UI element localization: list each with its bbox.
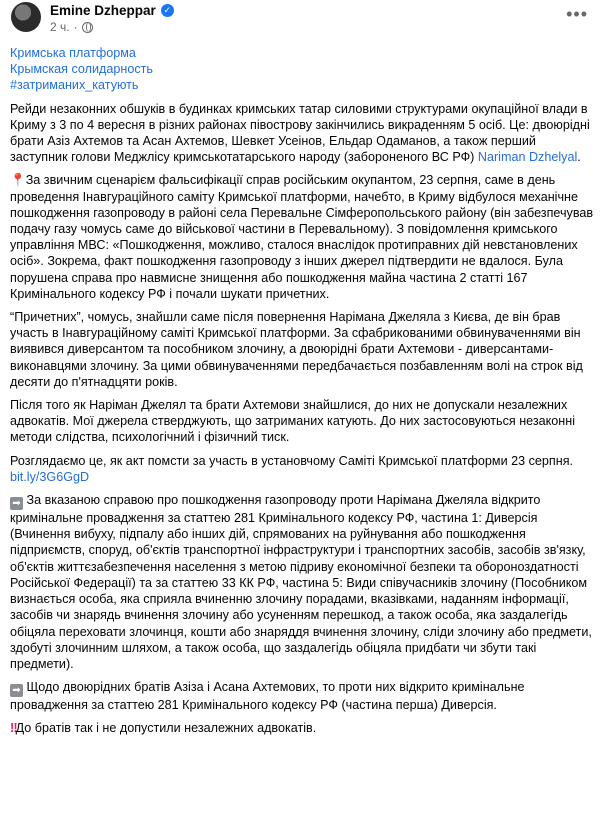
hashtag-detained[interactable]: #затриманих_катують [10, 78, 139, 93]
mention-nariman-dzhelyal[interactable]: Nariman Dzhelyal [477, 150, 578, 165]
post-header [0, 0, 602, 42]
paragraph-7 [10, 679, 595, 713]
paragraph-2 [10, 172, 595, 302]
verified-badge-icon: ✓ [161, 4, 174, 17]
paragraph-3: “Причетних”, чомусь, знайшли саме після повернення Нарімана Джеляла з Києва, де він брав участь в Інавгураційному саміті Кримської платформи. За сфабрикованими обвинуваченнями він виявився диверсантом та пособником злочину, а двоюрідні брати Ахтемови - диверсантами-виконавцями злочину. За цими обвинуваченнями передбачається позбавленням волі на строк від десяти до п'ятнадцяти років. [10, 310, 583, 389]
paragraph-text: За вказаною справою про пошкодження газопроводу проти Нарімана Джеляла відкрито кримінальне провадження за статтею 281 Кримінального кодексу РФ, частина 1: Диверсія (Вчинення вибуху, підпалу або інших дій, спрямованих на руйнування або пошкодження підприємств, споруд, об'єктів транспортної інфраструктури і транспортних засобів, засобів зв'язку, об'єктів життєзабезпечення населення з метою підриву економічної безпеки та обороноздатності Російської Федерації) та за статтею 33 КК РФ, частина 5: Види співучасників злочину (Пособником визнається особа, яка сприяла вчиненню злочину порадами, вказівками, наданням інформації, засобів чи знарядь вчинення злочину або усуненням перешкод, а також особа, яка заздалегідь обіцяла переховати злочинця, кошти або знаряддя вчинення злочину, сліди злочину або предмети, здобуті злочинним шляхом, а також особа, що заздалегідь обіцяла придбати чи збути такі предмети). [10, 493, 592, 671]
paragraph-8 [10, 720, 595, 736]
author-name[interactable]: Emine Dzheppar [50, 3, 156, 18]
paragraph-6 [10, 492, 595, 672]
tag-crimean-platform[interactable]: Кримська платформа [10, 46, 136, 60]
post-meta: 2 ч. · [50, 20, 93, 34]
tag-crimean-solidarity[interactable]: Крымская солидарность [10, 62, 153, 77]
more-options-icon[interactable]: ••• [566, 4, 588, 24]
post-body [10, 45, 595, 744]
post-time[interactable]: 2 ч. [50, 20, 70, 34]
paragraph-text: За звичним сценарієм фальсифікації справ російським окупантом, 23 серпня, саме в день проведення Інавгураційного саміту Кримської платформи, начебто, в Криму відбулося механічне пошкодження газопроводу в районі села Перевальне Сімферопольського району (він забезпечував подачу газу чомусь саме до військової частини в Перевальному). З повідомлення кримського управління МВС: «Пошкодження, можливо, сталося внаслідок протиправних дій невстановлених осіб». Зокрема, факт пошкодження газопроводу з інших джерел підтвердити не вдалося. Була порушена справа про навмисне знищення або пошкодження майна частина 2 статті 167 Кримінального кодексу РФ і почали шукати причетних. [10, 173, 594, 301]
paragraph-text: Щодо двоюрідних братів Азіза і Асана Ахтемових, то проти них відкрито кримінальне провадження за статтею 281 Кримінального кодексу РФ (частина перша) Диверсія. [10, 680, 525, 713]
paragraph-text: Рейди незаконних обшуків в будинках кримських татар силовими структурами окупаційної влади в Криму з 3 по 4 вересня в різних районах півострову закінчились викраденням 5 осіб. Це: двоюрідні брати Азіз Ахтемов та Асан Ахтемов, Шевкет Усеінов, Ельдар Одаманов, а також перший заступник голови Меджлісу кримськотатарського народу (забороненого ВС РФ) [10, 101, 590, 165]
right-arrow-icon: ➡ [10, 497, 23, 510]
paragraph-4: Після того як Наріман Джелял та брати Ахтемови знайшлися, до них не допускали незалежних адвокатів. Мої джерела стверджують, що затриманих катують. До них застосовуються незаконні методи слідства, психологічний і фізичний тиск. [10, 398, 576, 445]
tags-block [10, 45, 595, 94]
right-arrow-icon: ➡ [10, 684, 23, 697]
author-row [50, 3, 174, 18]
paragraph-5 [10, 453, 595, 485]
short-link[interactable]: bit.ly/3G6GgD [10, 469, 90, 484]
double-exclamation-icon: ‼ [10, 721, 16, 736]
paragraph-text: До братів так і не допустили незалежних адвокатів. [15, 721, 317, 736]
globe-icon[interactable] [82, 22, 93, 33]
paragraph-1: Рейди незаконних обшуків в будинках кримських татар силовими структурами окупаційної влади в Криму з 3 по 4 вересня в різних районах півострову закінчились викраденням 5 осіб. Це: двоюрідні брати Азіз Ахтемов та Асан Ахтемов, Шевкет Усеінов, Ельдар Одаманов, а також перший заступник голови Меджлісу кримськотатарського народу (забороненого ВС РФ) Nariman Dzhelyal. [10, 101, 590, 165]
pushpin-icon: 📍 [10, 173, 26, 188]
paragraph-text: Розглядаємо це, як акт помсти за участь в установчому Саміті Кримської платформи 23 серпня. [10, 453, 574, 468]
author-avatar[interactable] [11, 2, 41, 32]
